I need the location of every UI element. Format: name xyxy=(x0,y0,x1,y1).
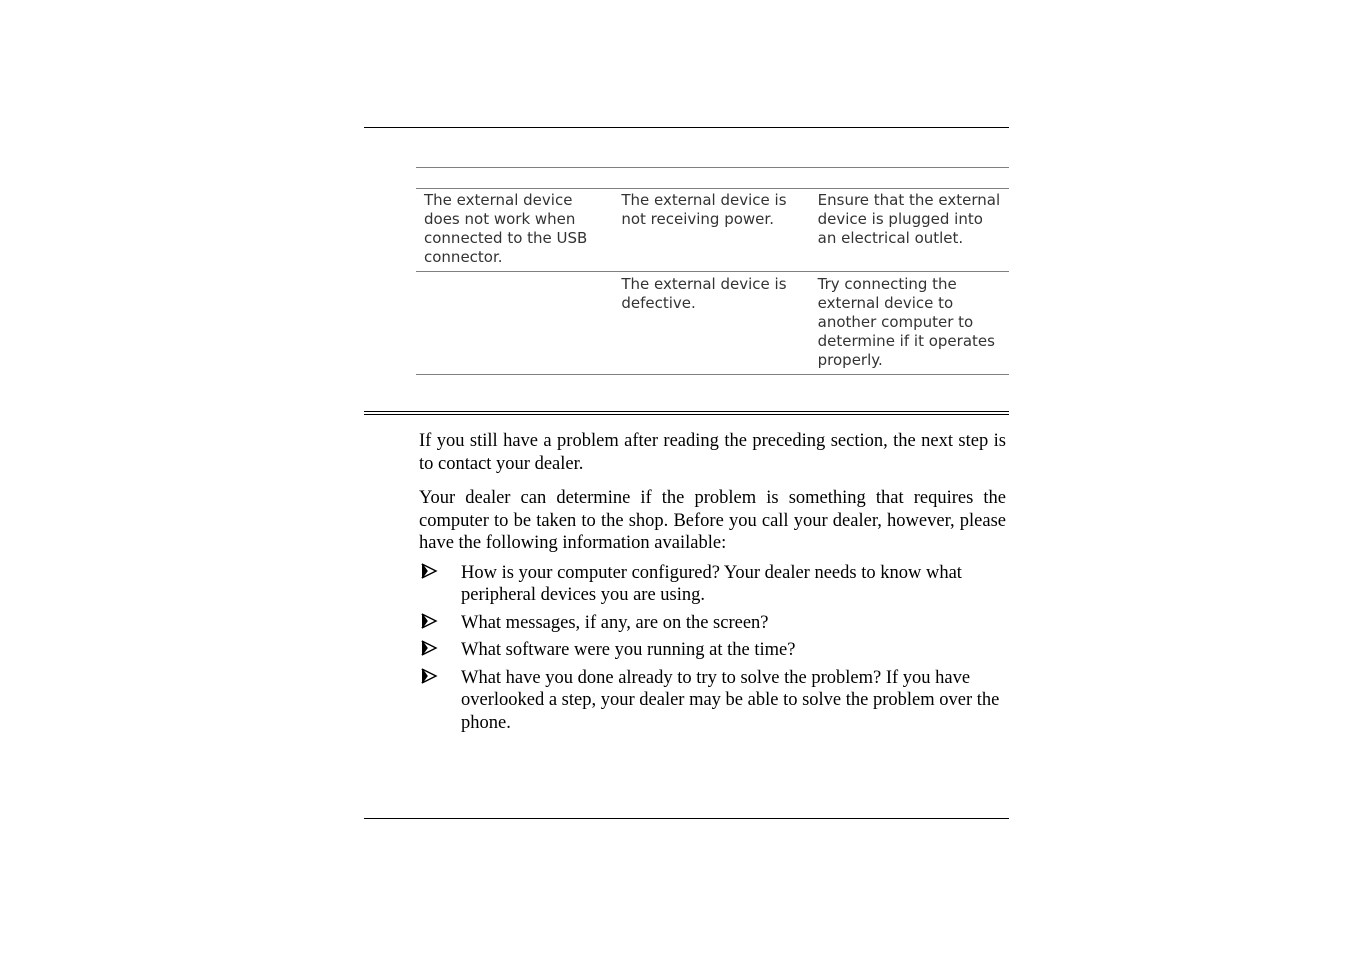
list-item-text: What software were you running at the time? xyxy=(461,640,796,660)
troubleshooting-table xyxy=(416,167,1009,375)
solution-cell: Ensure that the external device is plugged into an electrical outlet. xyxy=(810,189,1009,272)
list-item-text: How is your computer configured? Your dealer needs to know what peripheral devices you are using. xyxy=(461,562,962,605)
list-item xyxy=(419,667,1006,735)
arrowhead-bullet-icon xyxy=(419,612,439,632)
arrowhead-bullet-icon xyxy=(419,639,439,659)
table-header xyxy=(416,168,1009,189)
contact-dealer-section xyxy=(419,430,1006,739)
list-item-text: What messages, if any, are on the screen? xyxy=(461,612,769,633)
header-cell-solution xyxy=(810,168,1009,189)
cause-cell: The external device is not receiving power. xyxy=(613,189,809,272)
solution-cell: Try connecting the external device to another computer to determine if it operates properly. xyxy=(810,272,1009,375)
table-row xyxy=(416,189,1009,272)
intro-paragraph: If you still have a problem after reading the preceding section, the next step is to contact your dealer. xyxy=(419,431,1006,474)
header-rule xyxy=(364,127,1009,128)
section-divider xyxy=(364,411,1009,415)
arrowhead-bullet-icon xyxy=(419,667,439,687)
table-row xyxy=(416,272,1009,375)
cause-cell: The external device is defective. xyxy=(613,272,809,375)
footer-rule xyxy=(364,818,1009,819)
table-header-row xyxy=(416,168,1009,189)
info-paragraph: Your dealer can determine if the problem is something that requires the computer to be taken to the shop. Before you call your dealer, however, please have the following information available: xyxy=(419,488,1006,553)
list-item xyxy=(419,639,1006,662)
arrowhead-bullet-icon xyxy=(419,562,439,582)
problem-cell: The external device does not work when connected to the USB connector. xyxy=(416,189,613,272)
header-cell-cause xyxy=(613,168,809,189)
header-cell-problem xyxy=(416,168,613,189)
list-item xyxy=(419,562,1006,607)
list-item-text: What have you done already to try to solve the problem? If you have overlooked a step, your dealer may be able to solve the problem over the phone. xyxy=(461,667,1000,733)
problem-cell xyxy=(416,272,613,375)
list-item xyxy=(419,612,1006,635)
info-checklist xyxy=(419,562,1006,735)
